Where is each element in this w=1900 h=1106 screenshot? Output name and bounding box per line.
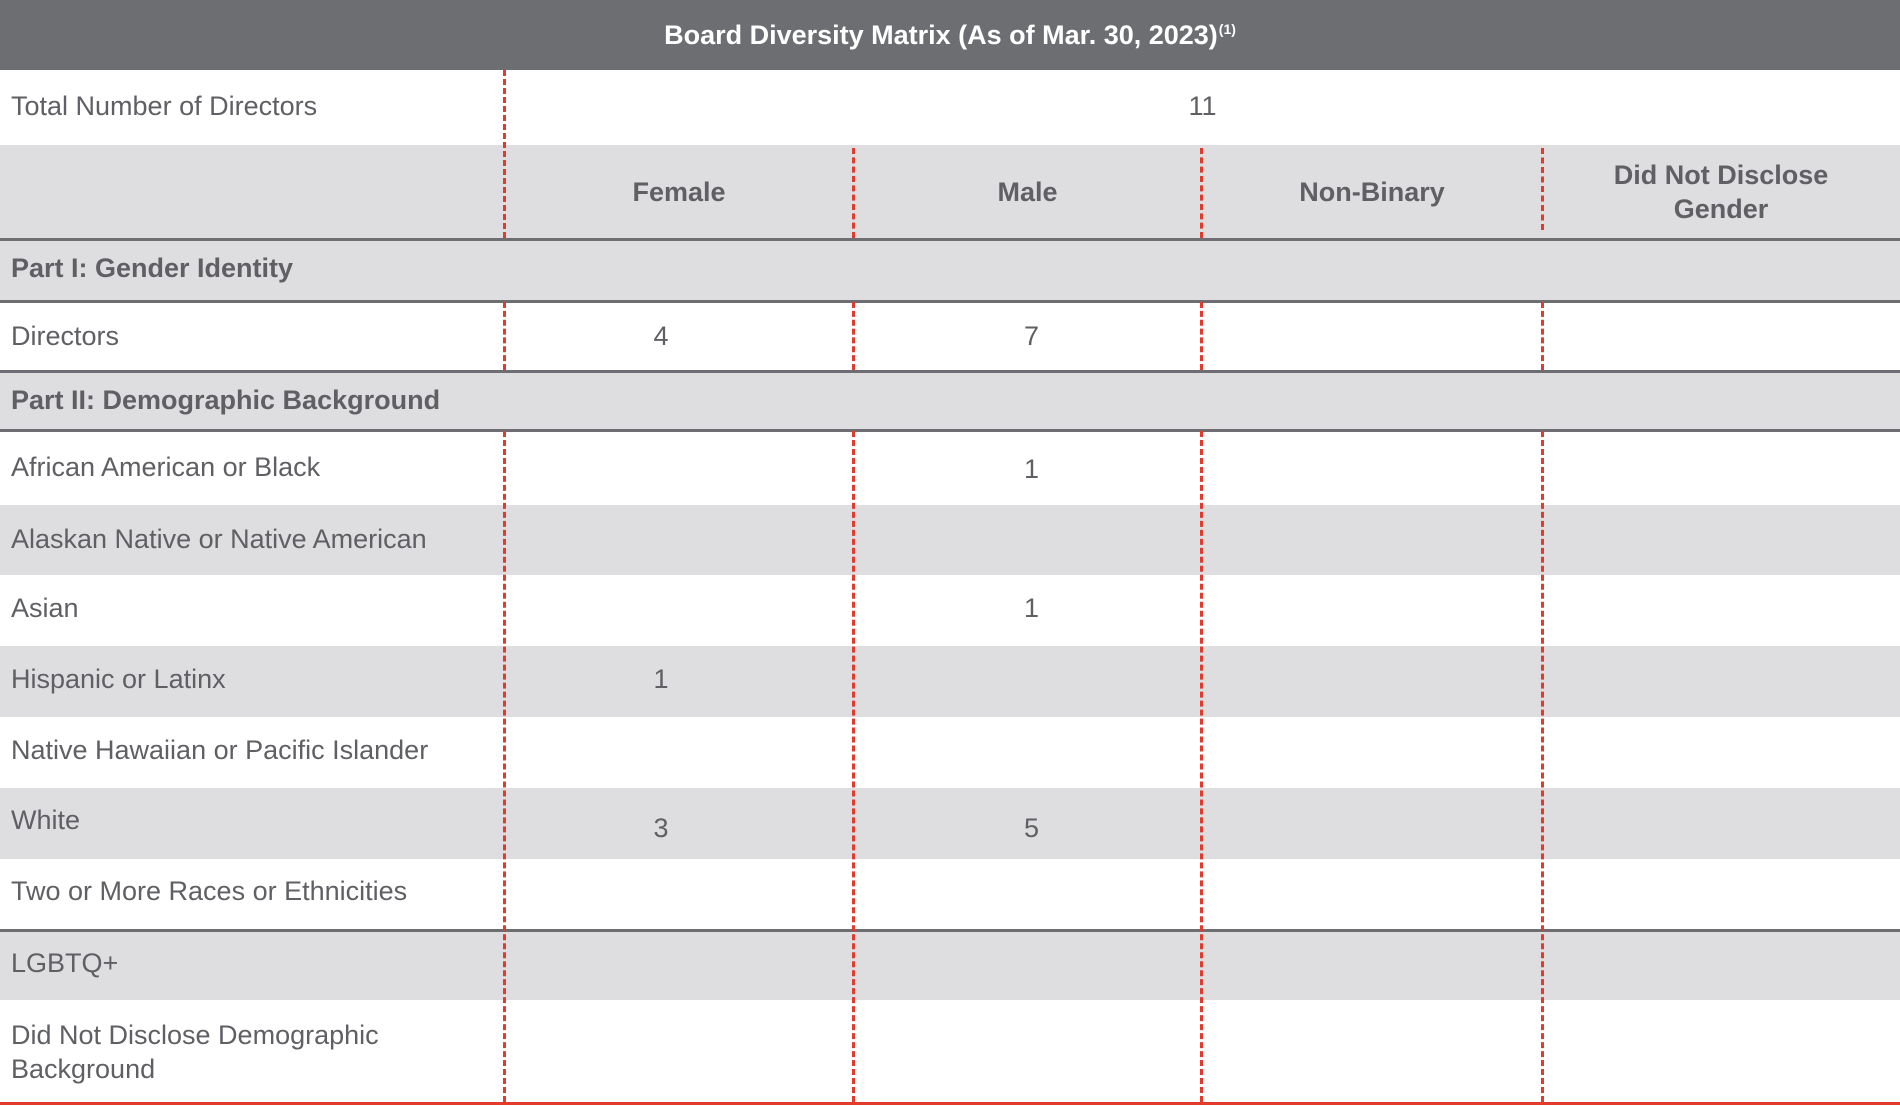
section-divider bbox=[0, 429, 1900, 432]
row-label: Did Not Disclose Demographic Background bbox=[11, 1020, 379, 1084]
column-divider bbox=[852, 302, 855, 370]
row-label: Asian bbox=[11, 593, 79, 623]
table-row bbox=[0, 931, 1900, 1000]
cell-male: 1 bbox=[1023, 454, 1040, 484]
row-label: Directors bbox=[11, 321, 120, 351]
row-label: Hispanic or Latinx bbox=[11, 664, 226, 694]
part1-heading: Part I: Gender Identity bbox=[11, 253, 294, 283]
table-row bbox=[0, 859, 1900, 929]
column-divider bbox=[852, 148, 855, 238]
column-header-not-disclosed: Did Not Disclose Gender bbox=[1613, 160, 1829, 224]
column-divider bbox=[1200, 431, 1203, 1102]
cell-female: 1 bbox=[653, 664, 669, 694]
total-row bbox=[0, 70, 1900, 145]
column-header-female: Female bbox=[632, 177, 726, 207]
section-heading-part1 bbox=[0, 240, 1900, 300]
row-label: Alaskan Native or Native American bbox=[11, 524, 427, 554]
cell-male: 7 bbox=[1023, 321, 1040, 351]
column-divider bbox=[1541, 431, 1544, 1102]
section-divider bbox=[0, 300, 1900, 303]
table-bottom-border bbox=[0, 1102, 1900, 1105]
row-label: White bbox=[11, 805, 81, 835]
cell-male: 5 bbox=[1023, 813, 1040, 843]
column-header-male: Male bbox=[997, 177, 1058, 207]
column-header-row bbox=[0, 145, 1900, 239]
column-divider bbox=[503, 302, 506, 370]
section-heading-part2 bbox=[0, 372, 1900, 429]
table-row bbox=[0, 505, 1900, 575]
column-divider bbox=[503, 70, 506, 238]
cell-female: 4 bbox=[653, 321, 669, 351]
table-title bbox=[0, 0, 1900, 70]
table-row bbox=[0, 575, 1900, 646]
section-divider bbox=[0, 929, 1900, 932]
column-divider bbox=[503, 431, 506, 1102]
column-divider bbox=[1200, 148, 1203, 238]
row-label: African American or Black bbox=[11, 452, 321, 482]
row-label: Native Hawaiian or Pacific Islander bbox=[11, 735, 429, 765]
title-footnote: (1) bbox=[1218, 21, 1236, 37]
total-value: 11 bbox=[1188, 91, 1217, 121]
total-label: Total Number of Directors bbox=[11, 91, 318, 121]
row-label: LGBTQ+ bbox=[11, 948, 119, 978]
table-row bbox=[0, 646, 1900, 717]
section-divider bbox=[0, 370, 1900, 373]
table-row bbox=[0, 788, 1900, 859]
section-divider bbox=[0, 238, 1900, 241]
table-row-directors bbox=[0, 302, 1900, 370]
cell-female: 3 bbox=[653, 813, 669, 843]
table-row bbox=[0, 431, 1900, 505]
row-label: Two or More Races or Ethnicities bbox=[11, 876, 408, 906]
column-header-non-binary: Non-Binary bbox=[1299, 177, 1445, 207]
part2-heading: Part II: Demographic Background bbox=[11, 385, 441, 415]
column-divider bbox=[1541, 148, 1544, 230]
cell-male: 1 bbox=[1023, 593, 1040, 623]
column-divider bbox=[1541, 302, 1544, 370]
table-title-text: Board Diversity Matrix (As of Mar. 30, 2023) bbox=[664, 19, 1218, 50]
table-row bbox=[0, 717, 1900, 788]
column-divider bbox=[1200, 302, 1203, 370]
table-row bbox=[0, 1000, 1900, 1103]
column-divider bbox=[852, 431, 855, 1102]
